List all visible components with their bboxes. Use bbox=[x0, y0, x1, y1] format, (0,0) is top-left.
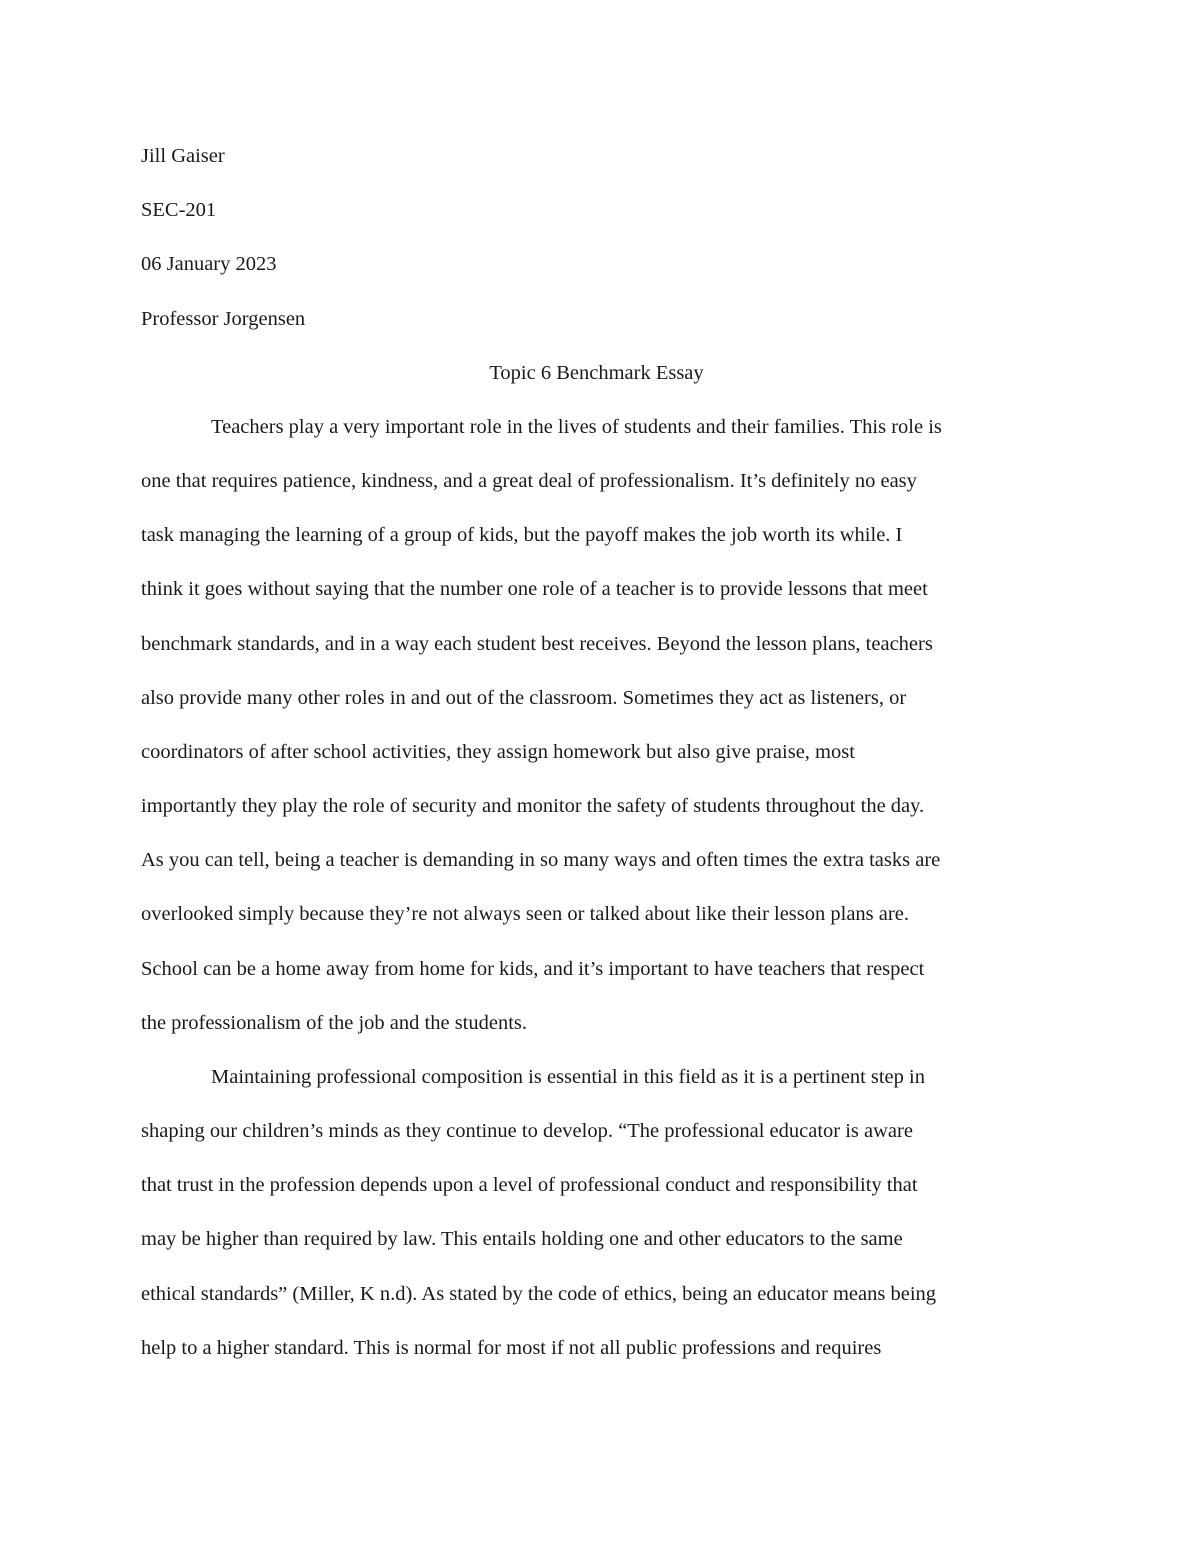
paragraph-1-line: importantly they play the role of security and monitor the safety of students throughout the day. bbox=[141, 795, 925, 817]
paragraph-1-line: benchmark standards, and in a way each student best receives. Beyond the lesson plans, teachers bbox=[141, 633, 933, 655]
paragraph-1-line: As you can tell, being a teacher is demanding in so many ways and often times the extra tasks are bbox=[141, 849, 941, 871]
paragraph-1-line: Teachers play a very important role in the lives of students and their families. This role is bbox=[211, 416, 942, 438]
paragraph-1-line: coordinators of after school activities, they assign homework but also give praise, most bbox=[141, 741, 855, 763]
paragraph-2-line: ethical standards” (Miller, K n.d). As stated by the code of ethics, being an educator means being bbox=[141, 1283, 937, 1305]
paragraph-2-line: help to a higher standard. This is normal for most if not all public professions and requires bbox=[141, 1337, 882, 1359]
paragraph-1-line: one that requires patience, kindness, and a great deal of professionalism. It’s definitely no easy bbox=[141, 470, 917, 492]
paragraph-1-line: task managing the learning of a group of kids, but the payoff makes the job worth its while. I bbox=[141, 524, 903, 546]
paragraph-2-line: shaping our children’s minds as they continue to develop. “The professional educator is aware bbox=[141, 1120, 913, 1142]
paragraph-2-line: may be higher than required by law. This entails holding one and other educators to the same bbox=[141, 1228, 903, 1250]
instructor-name: Professor Jorgensen bbox=[141, 308, 306, 330]
paragraph-1-line: also provide many other roles in and out of the classroom. Sometimes they act as listeners, or bbox=[141, 687, 907, 709]
course-code: SEC-201 bbox=[141, 199, 217, 221]
paragraph-1-line: overlooked simply because they’re not always seen or talked about like their lesson plans are. bbox=[141, 903, 909, 925]
paragraph-2-line: Maintaining professional composition is essential in this field as it is a pertinent step in bbox=[211, 1066, 925, 1088]
paragraph-2-line: that trust in the profession depends upon a level of professional conduct and responsibility that bbox=[141, 1174, 918, 1196]
paragraph-1-line: School can be a home away from home for kids, and it’s important to have teachers that respect bbox=[141, 958, 925, 980]
author-name: Jill Gaiser bbox=[141, 145, 225, 167]
essay-title: Topic 6 Benchmark Essay bbox=[489, 362, 704, 384]
paragraph-1-line: the professionalism of the job and the students. bbox=[141, 1012, 528, 1034]
document-date: 06 January 2023 bbox=[141, 253, 277, 275]
paragraph-1-line: think it goes without saying that the number one role of a teacher is to provide lessons that meet bbox=[141, 578, 928, 600]
